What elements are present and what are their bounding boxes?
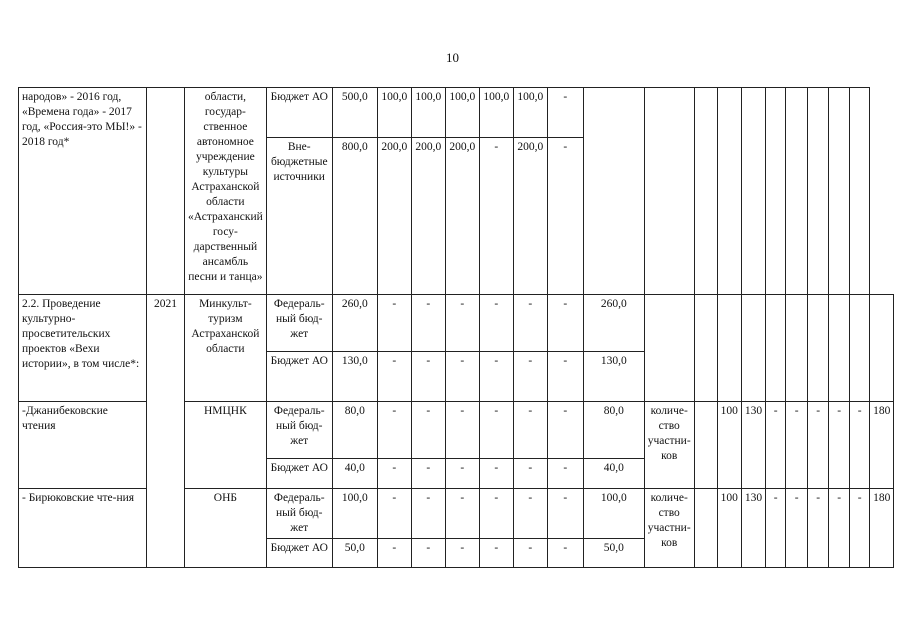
year-value-cell: - (445, 539, 479, 568)
year-value-cell: 100,0 (583, 489, 644, 539)
year-value-cell: - (377, 459, 411, 489)
year-value-cell: - (445, 459, 479, 489)
year-value-cell: 100,0 (377, 88, 411, 138)
year-value-cell: - (445, 352, 479, 402)
year-value-cell: - (547, 138, 583, 295)
indicator-cell (644, 295, 694, 402)
indicator-value-cell (870, 295, 894, 402)
year-value-cell: - (479, 295, 513, 352)
event-cell: народов» - 2016 год, «Времена года» - 2017 год, «Россия-это МЫ!» - 2018 год* (19, 88, 147, 295)
year-value-cell: - (547, 295, 583, 352)
funding-source-cell: Бюджет АО (266, 459, 332, 489)
indicator-value-cell: 100 (717, 489, 741, 568)
year-value-cell: - (547, 352, 583, 402)
year-value-cell: - (513, 295, 547, 352)
year-value-cell: - (411, 489, 445, 539)
year-value-cell: 100,0 (513, 88, 547, 138)
year-value-cell: 80,0 (583, 402, 644, 459)
indicator-value-cell (850, 88, 870, 295)
indicator-value-cell (741, 295, 765, 402)
total-cell: 130,0 (332, 352, 377, 402)
year-value-cell: - (479, 402, 513, 459)
year-value-cell: - (377, 489, 411, 539)
indicator-value-cell: - (850, 489, 870, 568)
year-value-cell: - (479, 138, 513, 295)
indicator-value-cell: - (829, 402, 850, 489)
page-number: 10 (446, 50, 459, 65)
executor-cell: ОНБ (185, 489, 267, 568)
table-row (19, 295, 894, 352)
total-cell: 100,0 (332, 489, 377, 539)
indicator-value-cell: - (829, 489, 850, 568)
funding-source-cell: Вне-бюджетные источники (266, 138, 332, 295)
indicator-value-cell: - (786, 489, 808, 568)
year-value-cell: - (445, 489, 479, 539)
year-value-cell: - (547, 402, 583, 459)
year-value-cell: - (547, 539, 583, 568)
executor-cell: Минкульт-туризм Астраханской области (185, 295, 267, 402)
indicator-value-cell: 180 (870, 402, 894, 489)
funding-source-cell: Федераль-ный бюд-жет (266, 295, 332, 352)
year-value-cell: - (513, 539, 547, 568)
year-value-cell: - (479, 539, 513, 568)
year-value-cell: - (377, 402, 411, 459)
event-cell: -Джанибековские чтения (19, 402, 147, 489)
indicator-value-cell: 130 (741, 489, 765, 568)
year-value-cell: - (411, 402, 445, 459)
year-value-cell: 200,0 (445, 138, 479, 295)
year-value-cell: 50,0 (583, 539, 644, 568)
funding-source-cell: Федераль-ный бюд-жет (266, 402, 332, 459)
total-cell: 80,0 (332, 402, 377, 459)
event-cell: - Бирюковские чте-ния (19, 489, 147, 568)
indicator-value-cell (766, 295, 786, 402)
total-cell: 800,0 (332, 138, 377, 295)
year-value-cell: - (377, 352, 411, 402)
funding-source-cell: Федераль-ный бюд-жет (266, 489, 332, 539)
indicator-value-cell: - (850, 402, 870, 489)
year-value-cell: 130,0 (583, 352, 644, 402)
year-value-cell: - (479, 352, 513, 402)
indicator-value-cell (808, 88, 829, 295)
year-value-cell: 100,0 (411, 88, 445, 138)
total-cell: 50,0 (332, 539, 377, 568)
year-value-cell: - (513, 459, 547, 489)
indicator-value-cell: 100 (717, 402, 741, 489)
year-value-cell: - (411, 539, 445, 568)
executor-cell: области, государ-ственное автономное учреждение культуры Астраханской области «Астраханский госу-дарственный ансамбль песни и танца» (185, 88, 267, 295)
indicator-value-cell (829, 295, 850, 402)
year-value-cell: - (513, 402, 547, 459)
indicator-cell: количе-ство участни-ков (644, 489, 694, 568)
program-table (18, 87, 894, 568)
year-cell: 2021 (147, 295, 185, 568)
funding-source-cell: Бюджет АО (266, 88, 332, 138)
year-value-cell: - (513, 352, 547, 402)
indicator-value-cell (741, 88, 765, 295)
indicator-cell: количе-ство участни-ков (644, 402, 694, 489)
year-value-cell: - (479, 459, 513, 489)
indicator-value-cell (717, 88, 741, 295)
indicator-value-cell: - (808, 402, 829, 489)
year-value-cell: - (547, 489, 583, 539)
year-value-cell: - (411, 295, 445, 352)
year-value-cell: - (445, 295, 479, 352)
indicator-value-cell (717, 295, 741, 402)
indicator-value-cell (766, 88, 786, 295)
event-cell: 2.2. Проведение культурно-просветительских проектов «Вехи истории», в том числе*: (19, 295, 147, 402)
year-value-cell: - (445, 402, 479, 459)
year-value-cell: 200,0 (513, 138, 547, 295)
indicator-value-cell (786, 295, 808, 402)
year-value-cell: - (547, 88, 583, 138)
indicator-value-cell: 180 (870, 489, 894, 568)
year-value-cell: 40,0 (583, 459, 644, 489)
year-value-cell: - (479, 489, 513, 539)
funding-source-cell: Бюджет АО (266, 352, 332, 402)
year-value-cell: - (411, 352, 445, 402)
indicator-value-cell (829, 88, 850, 295)
indicator-value-cell: 130 (741, 402, 765, 489)
year-value-cell: 200,0 (411, 138, 445, 295)
indicator-value-cell: - (786, 402, 808, 489)
year-value-cell: - (547, 459, 583, 489)
year-value-cell: 100,0 (445, 88, 479, 138)
indicator-value-cell (694, 88, 717, 295)
year-value-cell: 200,0 (377, 138, 411, 295)
indicator-value-cell (808, 295, 829, 402)
indicator-value-cell: - (766, 489, 786, 568)
year-value-cell: 260,0 (583, 295, 644, 352)
year-value-cell: - (377, 295, 411, 352)
executor-cell: НМЦНК (185, 402, 267, 489)
year-cell (147, 88, 185, 295)
total-cell: 500,0 (332, 88, 377, 138)
indicator-value-cell (694, 295, 717, 402)
year-value-cell: - (411, 459, 445, 489)
total-cell: 260,0 (332, 295, 377, 352)
indicator-value-cell (694, 402, 717, 489)
table-row (19, 88, 894, 138)
year-value-cell: - (377, 539, 411, 568)
indicator-value-cell (694, 489, 717, 568)
indicator-value-cell (850, 295, 870, 402)
year-value-cell (583, 88, 644, 295)
indicator-value-cell: - (766, 402, 786, 489)
year-value-cell: - (513, 489, 547, 539)
funding-source-cell: Бюджет АО (266, 539, 332, 568)
year-value-cell: 100,0 (479, 88, 513, 138)
total-cell: 40,0 (332, 459, 377, 489)
indicator-value-cell (786, 88, 808, 295)
indicator-cell (644, 88, 694, 295)
indicator-value-cell: - (808, 489, 829, 568)
